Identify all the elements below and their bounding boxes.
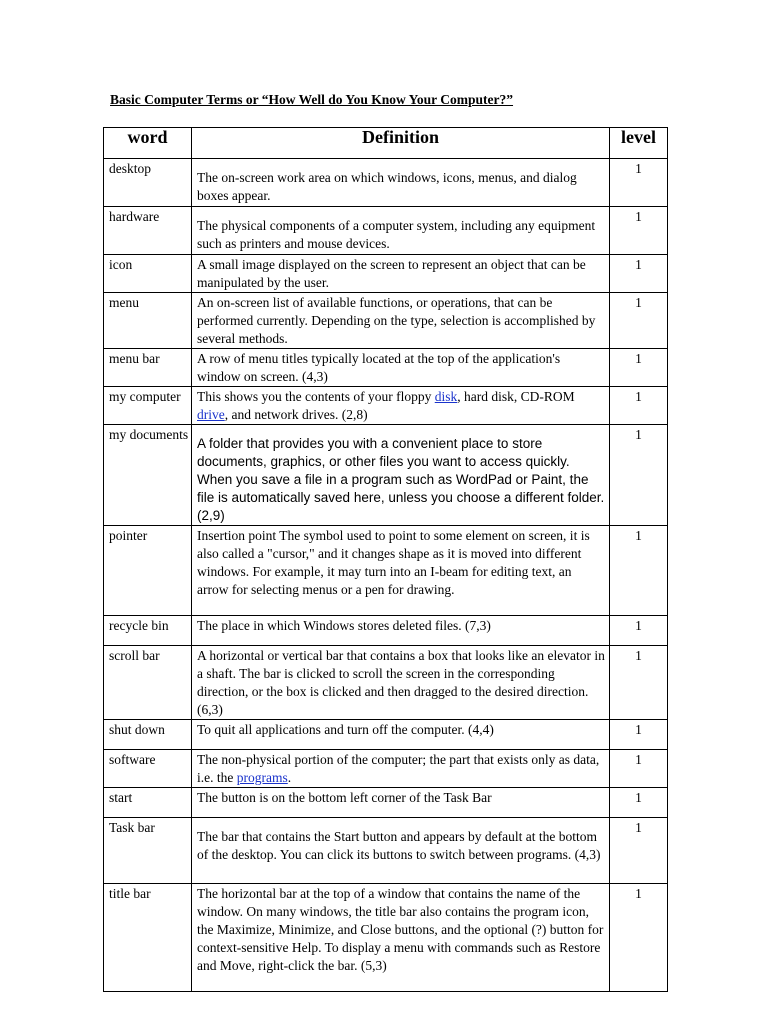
- table-row: [104, 720, 668, 750]
- term-definition: An on-screen list of available functions, or operations, that can be performed currently. Depending on the type, selection is accomplished by several methods.: [192, 293, 610, 349]
- term-word: menu: [104, 293, 192, 349]
- table-row: [104, 526, 668, 616]
- term-word: software: [104, 750, 192, 788]
- table-row: [104, 349, 668, 387]
- term-level: 1: [610, 387, 668, 425]
- term-definition: A small image displayed on the screen to represent an object that can be manipulated by the user.: [192, 255, 610, 293]
- term-definition: A horizontal or vertical bar that contains a box that looks like an elevator in a shaft. The bar is clicked to scroll the screen in the corresponding direction, or the box is clicked and then dragged to the desired direction. (6,3): [192, 646, 610, 720]
- table-row: [104, 646, 668, 720]
- table-row: [104, 255, 668, 293]
- table-row: [104, 293, 668, 349]
- table-row: [104, 207, 668, 255]
- term-word: shut down: [104, 720, 192, 750]
- term-definition: The on-screen work area on which windows, icons, menus, and dialog boxes appear.: [192, 159, 610, 207]
- table-row: [104, 788, 668, 818]
- header-definition: Definition: [192, 128, 610, 159]
- term-level: 1: [610, 616, 668, 646]
- term-level: 1: [610, 818, 668, 884]
- term-level: 1: [610, 646, 668, 720]
- term-definition: The bar that contains the Start button and appears by default at the bottom of the desktop. You can click its buttons to switch between programs. (4,3): [192, 818, 610, 884]
- term-word: desktop: [104, 159, 192, 207]
- term-definition: A folder that provides you with a convenient place to store documents, graphics, or other files you want to access quickly. When you save a file in a program such as WordPad or Paint, the file is automatically saved here, unless you choose a different folder. (2,9): [192, 425, 610, 526]
- term-level: 1: [610, 159, 668, 207]
- term-level: 1: [610, 720, 668, 750]
- document-title: Basic Computer Terms or “How Well do You Know Your Computer?”: [110, 92, 514, 107]
- table-row: [104, 387, 668, 425]
- term-word: scroll bar: [104, 646, 192, 720]
- term-word: pointer: [104, 526, 192, 616]
- term-definition: Insertion point The symbol used to point to some element on screen, it is also called a "cursor," and it changes shape as it is moved into different windows. For example, it may turn into an I-beam for editing text, an arrow for selecting menus or a pen for drawing.: [192, 526, 610, 616]
- term-definition: The physical components of a computer system, including any equipment such as printers and mouse devices.: [192, 207, 610, 255]
- term-word: my documents: [104, 425, 192, 526]
- term-definition: The button is on the bottom left corner of the Task Bar: [192, 788, 610, 818]
- programs-link[interactable]: programs: [236, 770, 288, 785]
- table-row: [104, 616, 668, 646]
- header-word: word: [104, 128, 192, 159]
- term-level: 1: [610, 255, 668, 293]
- term-definition: The horizontal bar at the top of a window that contains the name of the window. On many windows, the title bar also contains the program icon, the Maximize, Minimize, and Close buttons, and the optional (?) button for context-sensitive Help. To display a menu with commands such as Restore and Move, right-click the bar. (5,3): [192, 884, 610, 992]
- table-row: [104, 884, 668, 992]
- drive-link[interactable]: drive: [197, 407, 225, 422]
- table-row: [104, 425, 668, 526]
- term-level: 1: [610, 293, 668, 349]
- disk-link[interactable]: disk: [434, 389, 458, 404]
- table-row: [104, 750, 668, 788]
- term-word: recycle bin: [104, 616, 192, 646]
- term-definition: To quit all applications and turn off the computer. (4,4): [192, 720, 610, 750]
- term-level: 1: [610, 349, 668, 387]
- term-definition: A row of menu titles typically located at the top of the application's window on screen. (4,3): [192, 349, 610, 387]
- term-word: icon: [104, 255, 192, 293]
- term-word: my computer: [104, 387, 192, 425]
- table-row: [104, 818, 668, 884]
- term-word: Task bar: [104, 818, 192, 884]
- term-level: 1: [610, 750, 668, 788]
- table-header-row: [104, 128, 668, 159]
- term-word: hardware: [104, 207, 192, 255]
- term-level: 1: [610, 884, 668, 992]
- term-level: 1: [610, 788, 668, 818]
- term-word: start: [104, 788, 192, 818]
- header-level: level: [610, 128, 668, 159]
- term-definition: The non-physical portion of the computer; the part that exists only as data, i.e. the programs.: [192, 750, 610, 788]
- term-level: 1: [610, 425, 668, 526]
- term-level: 1: [610, 526, 668, 616]
- term-definition: The place in which Windows stores deleted files. (7,3): [192, 616, 610, 646]
- table-row: [104, 159, 668, 207]
- term-word: title bar: [104, 884, 192, 992]
- term-definition: This shows you the contents of your floppy disk, hard disk, CD-ROM drive, and network drives. (2,8): [192, 387, 610, 425]
- term-word: menu bar: [104, 349, 192, 387]
- term-level: 1: [610, 207, 668, 255]
- terms-table: [103, 127, 668, 992]
